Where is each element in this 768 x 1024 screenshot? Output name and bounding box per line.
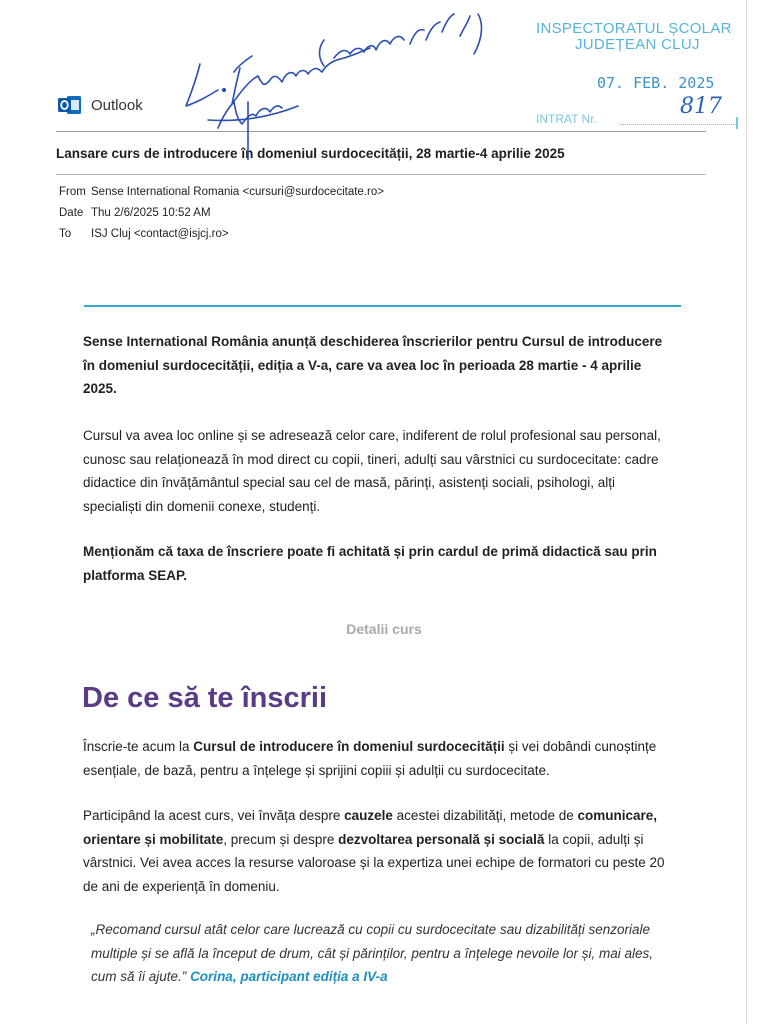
stamp-intrat-label: INTRAT Nr. [536, 112, 597, 126]
date-row [59, 207, 211, 219]
why1-text-c: și vei dobândi cunoștințe esențiale, de bază, pentru a înțelege și sprijini copiii și adulții cu surdocecitate. [83, 739, 657, 778]
stamp-date: 07. FEB. 2025 [597, 74, 715, 92]
from-row [59, 186, 384, 198]
to-row [59, 228, 229, 240]
intro-paragraph: Sense International România anunță deschiderea înscrierilor pentru Cursul de introducere în domeniul surdocecității, ediția a V-a, care va avea loc în perioada 28 martie - 4 aprilie 2025. [83, 334, 663, 396]
to-label: To [59, 228, 72, 240]
why2-text-a: Participând la acest curs, vei învăța despre [83, 808, 345, 823]
why2-causes: cauzele [344, 808, 393, 823]
why2-communication: comunicare, orientare și mobilitate [83, 808, 658, 847]
why2-development: dezvoltarea personală și socială [338, 831, 545, 847]
quote-author: Corina, participant ediția a IV-a [190, 969, 388, 984]
accent-divider [84, 305, 681, 307]
date-value: Thu 2/6/2025 10:52 AM [91, 207, 211, 219]
quote-text: „Recomand cursul atât celor care lucrează cu copii cu surdocecitate sau dizabilități senzoriale multiple și se află la început de drum, cât și părinților, pentru a înțelege nevoile lor și, mai ales, cum să îi ajute.” [91, 922, 654, 984]
testimonial-quote [91, 918, 681, 989]
stamp-institution-line2: JUDEȚEAN CLUJ [575, 36, 700, 53]
why2-text-e: , precum și despre [223, 831, 339, 847]
course-details-link[interactable]: Detalii curs [346, 621, 422, 637]
why-paragraph-2 [83, 804, 673, 898]
scan-edge [746, 0, 747, 1024]
why2-text-g: la copii, adulți și vârstnici. Vei avea acces la resurse valoroase și la expertiza unei echipe de formatori cu peste 20 de ani de experiență în domeniu. [83, 831, 665, 894]
app-name: Outlook [91, 97, 143, 114]
email-subject: Lansare curs de introducere în domeniul surdocecității, 28 martie-4 aprilie 2025 [56, 146, 565, 161]
stamp-registration-number: 817 [680, 94, 722, 119]
date-label: Date [59, 207, 84, 219]
why2-text-c: acestei dizabilități, metode de [392, 808, 578, 823]
stamp-number-line [620, 124, 738, 125]
outlook-icon [58, 94, 82, 116]
subject-divider [56, 174, 706, 175]
stamp-institution-line1: INSPECTORATUL ȘCOLAR [536, 20, 732, 37]
why-paragraph-1 [83, 735, 673, 782]
from-label: From [59, 186, 86, 198]
stamp-bracket [736, 117, 738, 129]
from-value: Sense International Romania <cursuri@surdocecitate.ro> [91, 186, 384, 198]
fee-paragraph: Menționăm că taxa de înscriere poate fi achitată și prin cardul de primă didactică sau prin platforma SEAP. [83, 544, 657, 583]
audience-paragraph: Cursul va avea loc online și se adresează celor care, indiferent de rolul profesional sau personal, cunosc sau relaționează în mod direct cu copii, tineri, adulți sau vârstnici cu surdocecitate: cadre didactice din învățământul special sau cel de masă, părinți, asistenți sociali, psihologi, alți specialiști din domenii conexe, studenți. [83, 428, 661, 514]
why1-text-a: Înscrie-te acum la [83, 739, 194, 754]
handwritten-annotation [178, 10, 498, 160]
why-enroll-heading: De ce să te înscrii [82, 682, 328, 714]
why1-course-name: Cursul de introducere în domeniul surdocecității [193, 739, 505, 754]
to-value: ISJ Cluj <contact@isjcj.ro> [91, 228, 229, 240]
